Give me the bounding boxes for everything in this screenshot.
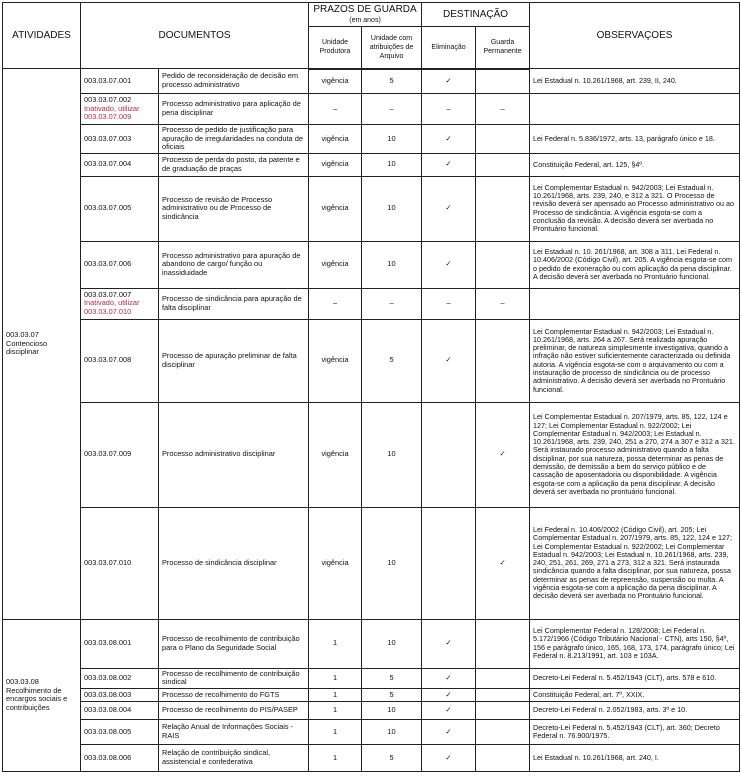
- unidade-produtora-value: vigência: [309, 402, 362, 507]
- table-row: [3, 688, 740, 701]
- header-guarda-permanente: Guarda Permanente: [476, 27, 530, 69]
- header-destinacao: DESTINAÇÃO: [422, 3, 530, 27]
- eliminacao-check: ✓: [422, 744, 476, 771]
- unidade-arquivo-value: 10: [362, 241, 422, 288]
- observacoes-text: Lei Estadual n. 10.261/1968, art. 239, II, 240.: [530, 69, 740, 94]
- unidade-produtora-value: 1: [309, 668, 362, 688]
- header-atividades: ATIVIDADES: [3, 3, 81, 69]
- guarda-permanente-check: [476, 69, 530, 94]
- table-body: [3, 69, 740, 772]
- eliminacao-check: ✓: [422, 619, 476, 668]
- unidade-arquivo-value: 5: [362, 668, 422, 688]
- document-name: Pedido de reconsideração de decisão em processo administrativo: [159, 69, 309, 94]
- eliminacao-check: ✓: [422, 688, 476, 701]
- observacoes-text: Decreto-Lei Federal n. 2.052/1983, arts. 3º e 10.: [530, 701, 740, 719]
- guarda-permanente-check: [476, 668, 530, 688]
- header-unidade-arquivo: Unidade com atribuições de Arquivo: [362, 27, 422, 69]
- observacoes-text: Lei Estadual n. 10. 261/1968, art. 308 a 311. Lei Federal n. 10.406/2002 (Código Civil), art. 205. A vigência esgota-se com o pedido de exoneração ou com aplicação da pena disciplinar. A decisão deverá ser averbada no Prontuário funcional.: [530, 241, 740, 288]
- document-code: 003.03.07.002: [84, 95, 132, 105]
- code-cell: [81, 668, 159, 688]
- guarda-permanente-check: –: [476, 288, 530, 319]
- table-row: [3, 125, 740, 154]
- retention-schedule-table: [2, 2, 740, 772]
- guarda-permanente-check: [476, 125, 530, 154]
- code-cell: [81, 125, 159, 154]
- unidade-arquivo-value: 10: [362, 619, 422, 668]
- observacoes-text: Decreto-Lei Federal n. 5.452/1943 (CLT), art. 360; Decreto Federal n. 76.900/1975.: [530, 719, 740, 744]
- header-observacoes: OBSERVAÇOES: [530, 3, 740, 69]
- unidade-produtora-value: 1: [309, 701, 362, 719]
- table-row: [3, 402, 740, 507]
- unidade-produtora-value: vigência: [309, 69, 362, 94]
- unidade-produtora-value: vigência: [309, 507, 362, 619]
- observacoes-text: [530, 288, 740, 319]
- document-name: Processo de recolhimento do FGTS: [159, 688, 309, 701]
- guarda-permanente-check: [476, 241, 530, 288]
- document-code: 003.03.07.006: [84, 259, 132, 269]
- eliminacao-check: [422, 402, 476, 507]
- unidade-produtora-value: vigência: [309, 241, 362, 288]
- document-name: Processo administrativo disciplinar: [159, 402, 309, 507]
- unidade-arquivo-value: –: [362, 288, 422, 319]
- eliminacao-check: –: [422, 288, 476, 319]
- observacoes-text: Lei Complementar Estadual n. 942/2003; Lei Estadual n. 10.261/1968, arts. 239, 240, e 312 a 321. O Processo de revisão deverá ser apensado ao Processo administrativo ou ao Processo de sindicância. A vigência esgota-se com a conclusão da revisão. A decisão deverá ser averbada no Prontuário funcional.: [530, 176, 740, 241]
- unidade-produtora-value: vigência: [309, 125, 362, 154]
- document-code: 003.03.08.004: [84, 705, 132, 715]
- unidade-arquivo-value: 5: [362, 319, 422, 402]
- document-code: 003.03.07.008: [84, 355, 132, 365]
- document-name: Processo de perda do posto, da patente e de graduação de praças: [159, 153, 309, 176]
- observacoes-text: Constituição Federal, art. 7º, XXIX.: [530, 688, 740, 701]
- document-name: Processo de apuração preliminar de falta disciplinar: [159, 319, 309, 402]
- code-cell: [81, 288, 159, 319]
- table-row: [3, 94, 740, 125]
- document-code: 003.03.07.010: [84, 557, 132, 567]
- document-name: Processo de recolhimento do PIS/PASEP: [159, 701, 309, 719]
- document-name: Processo de revisão de Processo administrativo ou de Processo de sindicância: [159, 176, 309, 241]
- table-row: [3, 744, 740, 771]
- document-name: Processo de recolhimento de contribuição para o Plano da Seguridade Social: [159, 619, 309, 668]
- eliminacao-check: ✓: [422, 69, 476, 94]
- header-prazos: [309, 3, 422, 27]
- header-documentos: DOCUMENTOS: [81, 3, 309, 69]
- eliminacao-check: ✓: [422, 125, 476, 154]
- unidade-arquivo-value: 10: [362, 176, 422, 241]
- document-code: 003.03.07.009: [84, 449, 132, 459]
- code-cell: [81, 744, 159, 771]
- observacoes-text: Lei Complementar Federal n. 128/2008; Lei Federal n. 5.172/1966 (Código Tributário Nacional - CTN), arts 150, §4º, 156 e parágrafo único, 165, 168, 173, 174, parágrafo único; Lei Federal n. 8.213/1991, art. 103 e 103A.: [530, 619, 740, 668]
- document-code: 003.03.08.002: [84, 673, 132, 683]
- document-name: Relação Anual de Informações Sociais - RAIS: [159, 719, 309, 744]
- table-row: [3, 153, 740, 176]
- eliminacao-check: [422, 507, 476, 619]
- guarda-permanente-check: [476, 701, 530, 719]
- table-row: [3, 701, 740, 719]
- inactivated-note: Inativado, utilizar 003.03.07.010: [84, 298, 140, 317]
- unidade-produtora-value: 1: [309, 619, 362, 668]
- code-cell: [81, 402, 159, 507]
- observacoes-text: Lei Estadual n. 10.261/1968, art. 240, I.: [530, 744, 740, 771]
- table-row: [3, 69, 740, 94]
- guarda-permanente-check: ✓: [476, 402, 530, 507]
- eliminacao-check: ✓: [422, 719, 476, 744]
- document-name: Processo de sindicância disciplinar: [159, 507, 309, 619]
- activity-cell: 003.03.07 Contencioso disciplinar: [3, 69, 81, 620]
- code-cell: [81, 719, 159, 744]
- guarda-permanente-check: [476, 319, 530, 402]
- header-unidade-produtora: Unidade Produtora: [309, 27, 362, 69]
- unidade-produtora-value: vigência: [309, 153, 362, 176]
- eliminacao-check: ✓: [422, 701, 476, 719]
- table-row: [3, 619, 740, 668]
- eliminacao-check: ✓: [422, 153, 476, 176]
- document-name: Relação de contribuição sindical, assistencial e confederativa: [159, 744, 309, 771]
- table-row: [3, 176, 740, 241]
- inactivated-note: Inativado, utilizar 003.03.07.009: [84, 103, 140, 122]
- code-cell: [81, 241, 159, 288]
- observacoes-text: Lei Federal n. 10.406/2002 (Código Civil), art. 205; Lei Complementar Estadual n. 207/1979, arts. 85, 122, 124 e 127; Lei Complementar Estadual n. 922/2002; Lei Complementar Estadual n. 942/2003; Lei Estadual n. 10.261/1968, arts. 239, 240, 251, 261, 269, 271 a 273, 312 a 321. Será instaurada sindicância quando a falta disciplinar, por sua natureza, possa determinar as penas de repreensão, suspensão ou multa. A vigência esgota-se com a aplicação da pena disciplinar. A decisão deverá ser averbada no Prontuário funcional.: [530, 507, 740, 619]
- unidade-produtora-value: 1: [309, 719, 362, 744]
- table-row: [3, 719, 740, 744]
- guarda-permanente-check: ✓: [476, 507, 530, 619]
- eliminacao-check: ✓: [422, 241, 476, 288]
- table-row: [3, 241, 740, 288]
- table-row: [3, 288, 740, 319]
- unidade-arquivo-value: 5: [362, 69, 422, 94]
- document-code: 003.03.07.004: [84, 159, 132, 169]
- guarda-permanente-check: [476, 176, 530, 241]
- observacoes-text: Lei Complementar Estadual n. 207/1979, arts. 85, 122, 124 e 127; Lei Complementar Estadual n. 922/2002; Lei Complementar Estadual n. 942/2003; Lei Estadual n. 10.261/1968, arts. 239, 240, 251 a 270, 274 a 307 e 312 a 321. Será instaurado processo administrativo quando a falta disciplinar, por sua natureza, possa determinar as penas de demissão, de demissão a bem do serviço público e de cassação de aposentadoria ou disponibilidade. A vigência esgota-se com a aplicação da pena disciplinar. A decisão deverá ser averbada no prontuário funcional.: [530, 402, 740, 507]
- document-name: Processo de recolhimento de contribuição sindical: [159, 668, 309, 688]
- document-code: 003.03.07.003: [84, 133, 132, 143]
- guarda-permanente-check: –: [476, 94, 530, 125]
- code-cell: [81, 619, 159, 668]
- header-eliminacao: Eliminação: [422, 27, 476, 69]
- document-name: Processo de pedido de justificação para apuração de irregularidades na conduta de oficiais: [159, 125, 309, 154]
- eliminacao-check: ✓: [422, 319, 476, 402]
- unidade-arquivo-value: 10: [362, 719, 422, 744]
- table-row: [3, 507, 740, 619]
- code-cell: [81, 319, 159, 402]
- document-code: 003.03.08.006: [84, 752, 132, 762]
- unidade-produtora-value: vigência: [309, 176, 362, 241]
- code-cell: [81, 507, 159, 619]
- unidade-arquivo-value: 10: [362, 701, 422, 719]
- observacoes-text: Constituição Federal, art. 125, §4º.: [530, 153, 740, 176]
- document-code: 003.03.08.003: [84, 689, 132, 699]
- unidade-produtora-value: –: [309, 288, 362, 319]
- unidade-produtora-value: vigência: [309, 319, 362, 402]
- unidade-arquivo-value: 10: [362, 507, 422, 619]
- unidade-arquivo-value: 10: [362, 402, 422, 507]
- code-cell: [81, 176, 159, 241]
- eliminacao-check: ✓: [422, 668, 476, 688]
- document-name: Processo administrativo para aplicação de pena disciplinar: [159, 94, 309, 125]
- observacoes-text: Lei Complementar Estadual n. 942/2003; Lei Estadual n. 10.261/1968, arts. 264 a 267. Será realizada apuração preliminar, de natureza simplesmente investigativa, quando a infração não estiver suficientemente caracterizada ou definida autoria. A vigência esgota-se com o arquivamento ou com a instauração de processo de sindicância ou de processo administrativo. A decisão deverá ser averbada no Prontuário funcional.: [530, 319, 740, 402]
- unidade-arquivo-value: 10: [362, 125, 422, 154]
- guarda-permanente-check: [476, 719, 530, 744]
- unidade-arquivo-value: 5: [362, 688, 422, 701]
- code-cell: [81, 688, 159, 701]
- activity-cell: 003.03.08 Recolhimento de encargos sociais e contribuições: [3, 619, 81, 771]
- document-code: 003.03.07.007: [84, 289, 132, 299]
- document-code: 003.03.08.005: [84, 726, 132, 736]
- observacoes-text: [530, 94, 740, 125]
- table-row: [3, 319, 740, 402]
- eliminacao-check: –: [422, 94, 476, 125]
- observacoes-text: Decreto-Lei Federal n. 5.452/1943 (CLT), arts. 578 e 610.: [530, 668, 740, 688]
- guarda-permanente-check: [476, 688, 530, 701]
- document-name: Processo administrativo para apuração de abandono de cargo/ função ou inassiduidade: [159, 241, 309, 288]
- document-code: 003.03.08.001: [84, 638, 132, 648]
- unidade-arquivo-value: 10: [362, 153, 422, 176]
- unidade-produtora-value: –: [309, 94, 362, 125]
- prazos-subtitle: (em anos): [349, 17, 381, 24]
- observacoes-text: Lei Federal n. 5.836/1972, arts. 13, parágrafo único e 18.: [530, 125, 740, 154]
- code-cell: [81, 701, 159, 719]
- document-code: 003.03.07.005: [84, 203, 132, 213]
- prazos-title: PRAZOS DE GUARDA: [313, 4, 417, 15]
- unidade-arquivo-value: 5: [362, 744, 422, 771]
- document-code: 003.03.07.001: [84, 75, 132, 85]
- unidade-produtora-value: 1: [309, 688, 362, 701]
- code-cell: [81, 153, 159, 176]
- unidade-produtora-value: 1: [309, 744, 362, 771]
- unidade-arquivo-value: –: [362, 94, 422, 125]
- guarda-permanente-check: [476, 153, 530, 176]
- table-row: [3, 668, 740, 688]
- code-cell: [81, 69, 159, 94]
- code-cell: [81, 94, 159, 125]
- guarda-permanente-check: [476, 619, 530, 668]
- document-name: Processo de sindicância para apuração de falta disciplinar: [159, 288, 309, 319]
- guarda-permanente-check: [476, 744, 530, 771]
- eliminacao-check: ✓: [422, 176, 476, 241]
